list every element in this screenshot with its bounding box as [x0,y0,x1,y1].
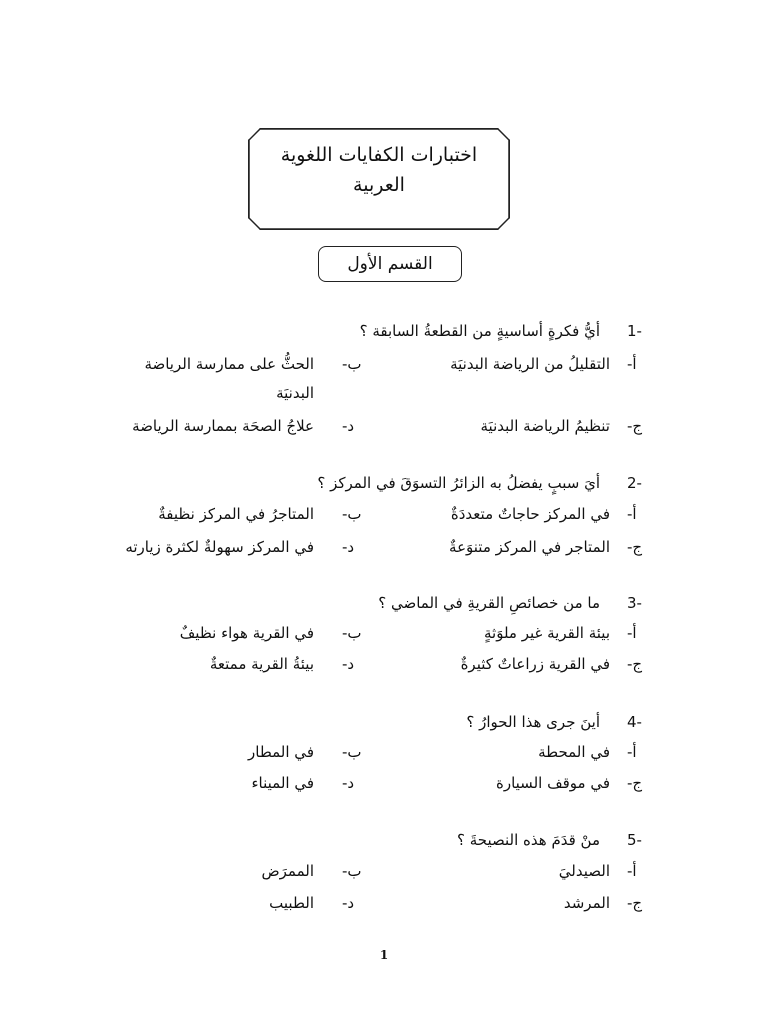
option-text: بيئة القرية غير ملوَثةٍ [483,624,610,642]
option-letter: ج- [627,417,643,435]
option-letter: أ- [627,743,637,761]
option-text: المرشد [563,894,610,912]
option-text: في موقف السيارة [495,774,610,792]
option-text: في الميناء [251,774,314,792]
option-letter: ج- [627,538,643,556]
option-text: علاجُ الصحَة بممارسة الرياضة [132,417,314,435]
option-letter: أ- [627,624,637,642]
option-text: الممرَض [261,862,314,880]
option-letter: أ- [627,355,637,373]
option-text: التقليلُ من الرياضة البدنيَة [450,355,610,373]
question-text: أيَ سببٍ يفضلُ به الزائرُ التسوَقَ في المركز ؟ [317,474,600,492]
title-line-1: اختبارات الكفايات اللغوية [280,144,478,166]
option-letter: ب- [342,743,362,761]
section-label: القسم الأول [318,246,462,282]
option-letter: د- [342,894,355,912]
option-text: في القرية زراعاتٌ كثيرةٌ [460,655,610,673]
option-letter: ب- [342,624,362,642]
option-text: الحثُّ على ممارسة الرياضة [144,355,314,373]
question-text: منْ قدَمَ هذه النصيحةَ ؟ [457,831,600,849]
option-letter: ب- [342,355,362,373]
option-text: الطبيب [269,894,314,912]
option-text-continued: البدنيَة [276,384,314,402]
option-text: في المطار [248,743,314,761]
option-text: بيئةُ القرية ممتعةٌ [209,655,314,673]
title-line-2: العربية [353,174,405,196]
option-text: في المحطة [538,743,610,761]
question-number: 1- [627,322,642,340]
option-letter: ج- [627,894,643,912]
option-letter: ب- [342,505,362,523]
question-text: أيُّ فكرةٍ أساسيةٍ من القطعةُ السابقة ؟ [359,322,600,340]
question-text: ما من خصائصِ القريةِ في الماضي ؟ [378,594,600,612]
option-letter: أ- [627,505,637,523]
question-text: أينَ جرى هذا الحوارُ ؟ [466,713,600,731]
option-text: الصيدليَ [558,862,610,880]
page-number: 1 [379,948,389,962]
option-text: في المركز حاجاتٌ متعددَةٌ [450,505,610,523]
option-text: المتاجرُ في المركز نظيفةٌ [158,505,314,523]
option-letter: ج- [627,774,643,792]
question-number: 4- [627,713,642,731]
document-title [248,140,510,200]
option-letter: د- [342,417,355,435]
option-text: في القرية هواء نظيفٌ [179,624,314,642]
option-letter: د- [342,538,355,556]
option-text: تنظيمُ الرياضة البدنيَة [480,417,610,435]
option-text: في المركز سهولةٌ لكثرة زيارته [125,538,314,556]
question-number: 3- [627,594,642,612]
option-letter: د- [342,774,355,792]
option-text: المتاجر في المركز متنوَعةٌ [449,538,610,556]
question-number: 5- [627,831,642,849]
option-letter: ج- [627,655,643,673]
option-letter: د- [342,655,355,673]
option-letter: أ- [627,862,637,880]
option-letter: ب- [342,862,362,880]
question-number: 2- [627,474,642,492]
